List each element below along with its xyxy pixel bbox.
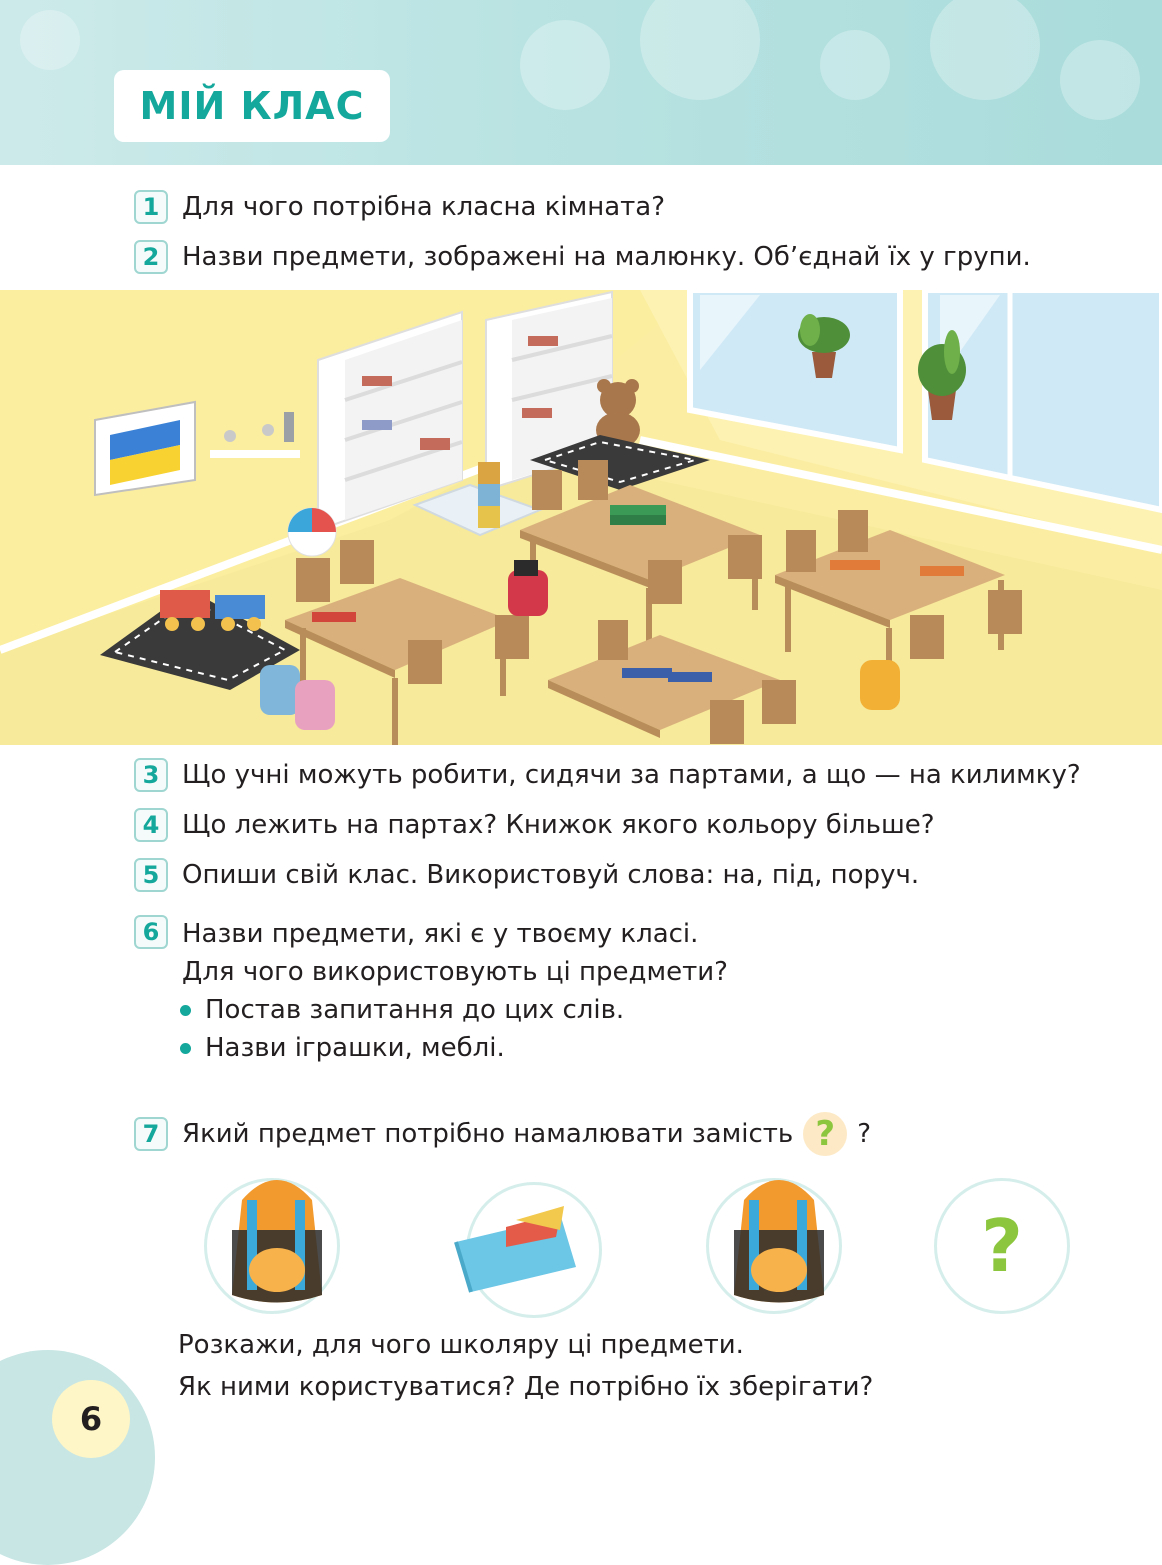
bullet-item (182, 991, 728, 1029)
question-text: Що учні можуть робити, сидячи за партами, а що — на килимку? (182, 760, 1081, 790)
question-number: 3 (134, 758, 168, 792)
bullet-dot (180, 1005, 191, 1016)
title-box (114, 70, 390, 142)
question-mark-badge: ? (803, 1112, 847, 1156)
bullet-text: Постав запитання до цих слів. (205, 995, 625, 1025)
backpack-icon (714, 1160, 844, 1320)
task-6-line-1: Назви предмети, які є у твоєму класі. (182, 919, 699, 949)
question-number: 1 (134, 190, 168, 224)
question-number: 4 (134, 808, 168, 842)
bullet-text: Назви іграшки, меблі. (205, 1033, 505, 1063)
question-number: 6 (134, 915, 168, 949)
bullet-item (182, 1029, 728, 1067)
question-2 (134, 240, 1031, 274)
question-7 (134, 1112, 871, 1156)
question-text: Назви предмети, зображені на малюнку. Об’єднай їх у групи. (182, 242, 1031, 272)
backpack-icon (860, 660, 900, 710)
question-1 (134, 190, 665, 224)
question-text: Що лежить на партах? Книжок якого кольору більше? (182, 810, 935, 840)
closing-line-1: Розкажи, для чого школяру ці предмети. (178, 1330, 744, 1360)
question-number: 2 (134, 240, 168, 274)
page-title: МІЙ КЛАС (139, 84, 365, 128)
question-text: Для чого потрібна класна кімната? (182, 192, 666, 222)
closing-line-2: Як ними користуватися? Де потрібно їх зберігати? (178, 1372, 874, 1402)
backpack-icon (212, 1160, 342, 1320)
header-band (0, 0, 1162, 165)
question-number: 5 (134, 858, 168, 892)
question-text: Який предмет потрібно намалювати замість (182, 1119, 794, 1149)
missing-item-circle (934, 1178, 1070, 1314)
page-number: 6 (52, 1380, 130, 1458)
question-number: 7 (134, 1117, 168, 1151)
question-6 (134, 915, 728, 1067)
question-5 (134, 858, 919, 892)
task-6-body (182, 915, 728, 1067)
question-mark-icon: ? (981, 1204, 1023, 1288)
question-text-end: ? (857, 1119, 872, 1149)
task-6-line-2: Для чого використовують ці предмети? (182, 957, 728, 987)
question-4 (134, 808, 935, 842)
bullet-dot (180, 1043, 191, 1054)
question-text: Опиши свій клас. Використовуй слова: на, під, поруч. (182, 860, 920, 890)
classroom-scene (0, 290, 1162, 745)
ball-icon (288, 508, 336, 556)
pencil-case-icon (446, 1192, 586, 1302)
question-3 (134, 758, 1081, 792)
classroom-illustration (0, 290, 1162, 745)
